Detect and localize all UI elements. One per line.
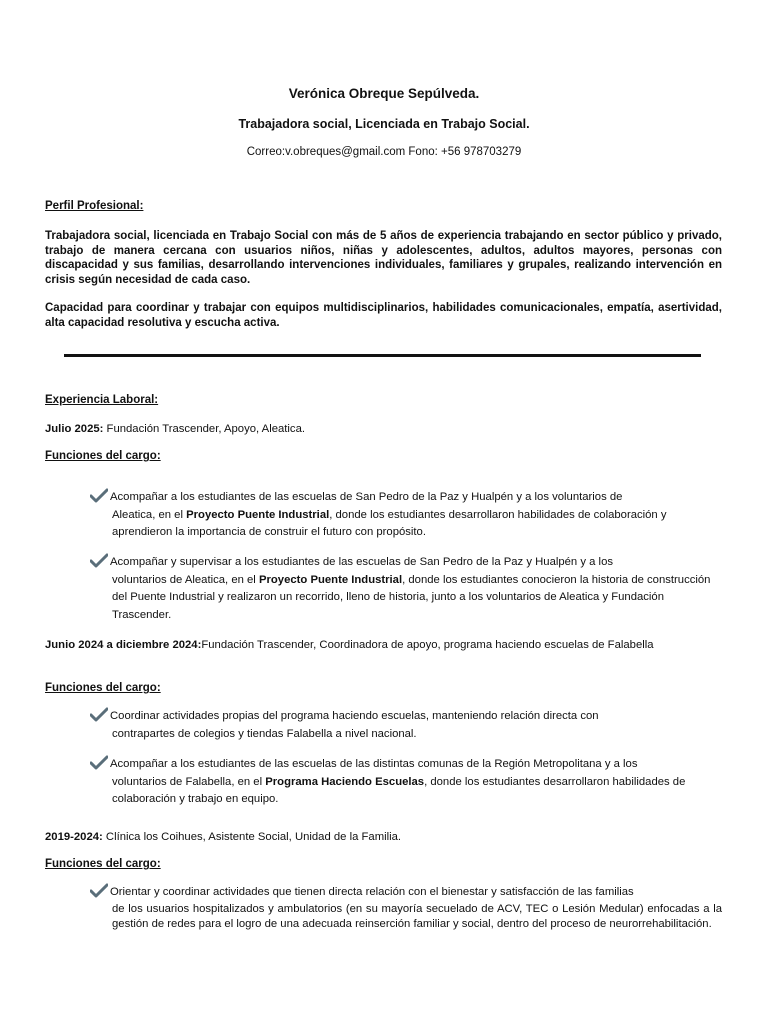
bullet-first-line: Coordinar actividades propias del programa haciendo escuelas, manteniendo relación directa con	[110, 710, 599, 722]
job-period: 2019-2024:	[45, 831, 103, 843]
functions-heading: Funciones del cargo:	[45, 858, 161, 870]
list-item	[90, 708, 722, 743]
bullet-continuation: contrapartes de colegios y tiendas Falabella a nivel nacional.	[112, 727, 417, 740]
bullet-first-line: Acompañar y supervisar a los estudiantes de las escuelas de San Pedro de la Paz y Hualpén y a los	[110, 556, 613, 568]
job-entry-1	[45, 422, 722, 437]
list-item	[90, 554, 722, 624]
bullet-first-line: Acompañar a los estudiantes de las escuelas de San Pedro de la Paz y Hualpén y a los voluntarios de	[110, 491, 623, 503]
bullet-continuation: voluntarios de Falabella, en el Programa Haciendo Escuelas, donde los estudiantes desarrollaron habilidades de colaboración y trabajo en equipo.	[112, 775, 686, 805]
bullet-first-line: Orientar y coordinar actividades que tienen directa relación con el bienestar y satisfacción de las familias	[110, 886, 634, 898]
functions-heading: Funciones del cargo:	[45, 682, 161, 694]
checkmark-icon	[90, 488, 108, 504]
job-entry-3	[45, 830, 722, 845]
job-description: Fundación Trascender, Apoyo, Aleatica.	[103, 423, 305, 435]
contact-info: Correo:v.obreques@gmail.com Fono: +56 978703279	[246, 146, 522, 158]
bullet-first-line: Acompañar a los estudiantes de las escuelas de las distintas comunas de la Región Metropolitana y a los	[110, 758, 638, 770]
section-divider	[64, 354, 701, 357]
list-item	[90, 756, 722, 809]
checkmark-icon	[90, 707, 108, 723]
checkmark-icon	[90, 553, 108, 569]
bullet-continuation: de los usuarios hospitalizados y ambulatorios (en su mayoría secuelado de ACV, TEC o Lesión Medular) enfocadas a la gestión de redes para el logro de una adecuada reinserción familiar y social, dentro del proceso de neurorrehabilitación.	[112, 902, 722, 930]
list-item	[90, 884, 722, 932]
profile-paragraph-2: Capacidad para coordinar y trabajar con equipos multidisciplinarios, habilidades comunicacionales, empatía, asertividad, alta capacidad resolutiva y escucha activa.	[45, 302, 722, 329]
job-period: Junio 2024 a diciembre 2024:	[45, 639, 202, 651]
checkmark-icon	[90, 755, 108, 771]
experience-heading: Experiencia Laboral:	[45, 394, 159, 406]
list-item	[90, 489, 722, 542]
job-description: Clínica los Coihues, Asistente Social, Unidad de la Familia.	[102, 831, 402, 843]
bullet-continuation: Aleatica, en el Proyecto Puente Industrial, donde los estudiantes desarrollaron habilidades de colaboración y aprendieron la importancia de construir el futuro con propósito.	[112, 508, 667, 538]
profile-paragraph-1: Trabajadora social, licenciada en Trabajo Social con más de 5 años de experiencia trabajando en sector público y privado, trabajo de manera cercana con usuarios niños, niñas y adolescentes, adultos, adultos mayores, personas con discapacidad y sus familias, desarrollando intervenciones individuales, familiares y grupales, realizando intervención en crisis según necesidad de cada caso.	[45, 230, 722, 286]
candidate-name: Verónica Obreque Sepúlveda.	[288, 86, 480, 101]
professional-title: Trabajadora social, Licenciada en Trabajo Social.	[238, 117, 530, 131]
job-description: Fundación Trascender, Coordinadora de apoyo, programa haciendo escuelas de Falabella	[201, 639, 654, 651]
bullet-continuation: voluntarios de Aleatica, en el Proyecto Puente Industrial, donde los estudiantes conocieron la historia de construcción del Puente Industrial y realizaron un recorrido, lleno de historia, junto a los voluntarios de Aleatica y Fundación Trascender.	[112, 573, 711, 621]
job-entry-2	[45, 638, 722, 653]
functions-heading: Funciones del cargo:	[45, 450, 161, 462]
checkmark-icon	[90, 883, 108, 899]
profile-heading: Perfil Profesional:	[45, 200, 144, 212]
job-period: Julio 2025:	[45, 423, 104, 435]
